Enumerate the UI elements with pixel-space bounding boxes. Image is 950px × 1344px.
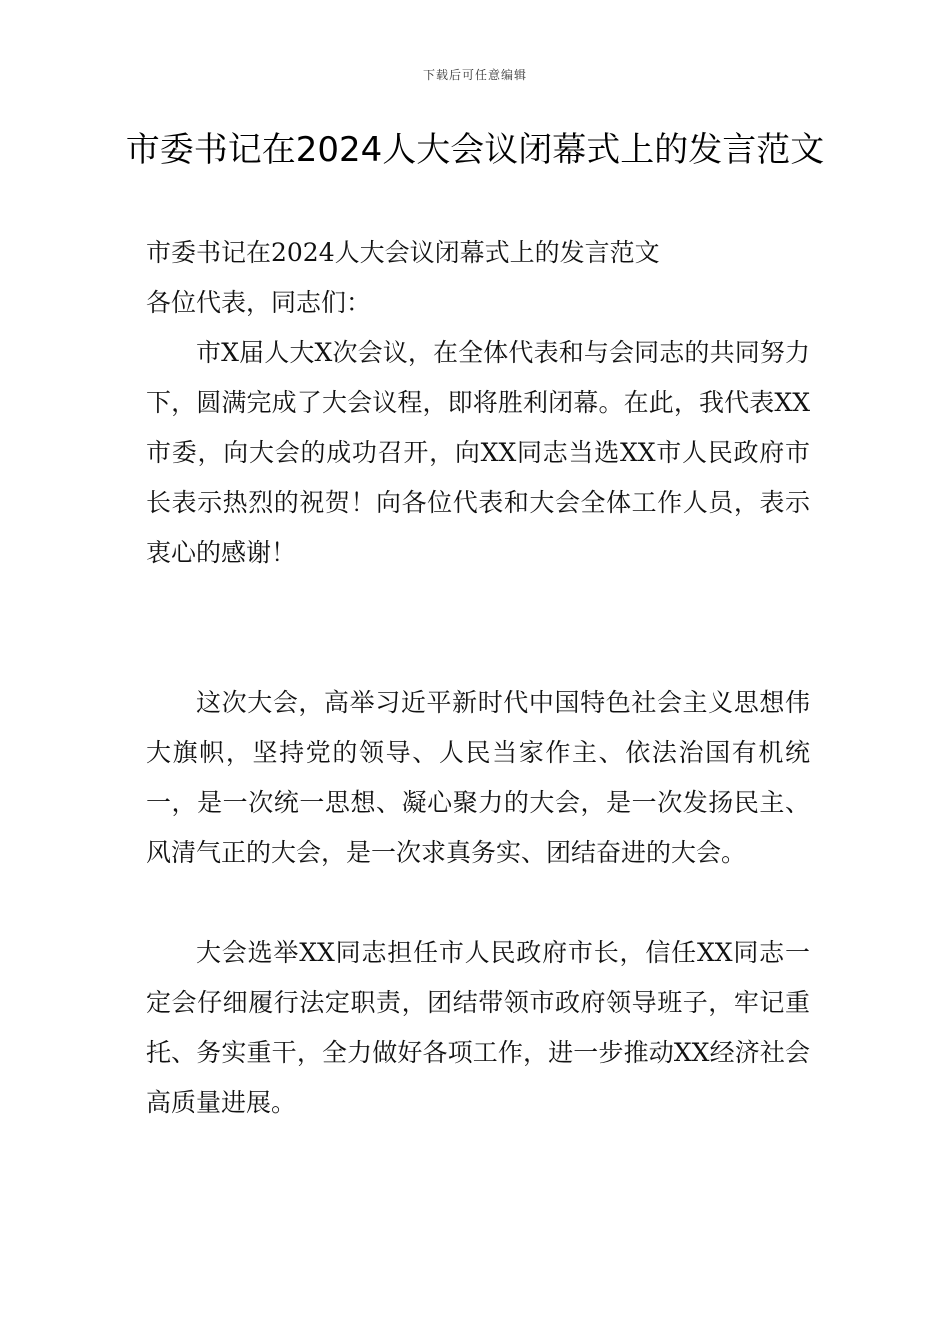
greeting: 各位代表，同志们： (146, 288, 372, 317)
document-title: 市委书记在2024人大会议闭幕式上的发言范文 (125, 130, 825, 170)
header-note: 下载后可任意编辑 (422, 68, 527, 82)
paragraph-3: 大会选举XX同志担任市人民政府市长，信任XX同志一定会仔细履行法定职责，团结带领市政府领导班子，牢记重托、务实重干，全力做好各项工作，进一步推动XX经济社会高质量进展。 (146, 938, 810, 1117)
paragraph-2: 这次大会，高举习近平新时代中国特色社会主义思想伟大旗帜，坚持党的领导、人民当家作主、依法治国有机统一，是一次统一思想、凝心聚力的大会，是一次发扬民主、风清气正的大会，是一次求真务实、团结奋进的大会。 (146, 688, 810, 867)
document-subtitle: 市委书记在2024人大会议闭幕式上的发言范文 (146, 238, 660, 267)
document-body (146, 228, 810, 1128)
paragraph-1: 市X届人大X次会议，在全体代表和与会同志的共同努力下，圆满完成了大会议程，即将胜利闭幕。在此，我代表XX市委，向大会的成功召开，向XX同志当选XX市人民政府市长表示热烈的祝贺！向各位代表和大会全体工作人员，表示衷心的感谢！ (146, 338, 810, 567)
